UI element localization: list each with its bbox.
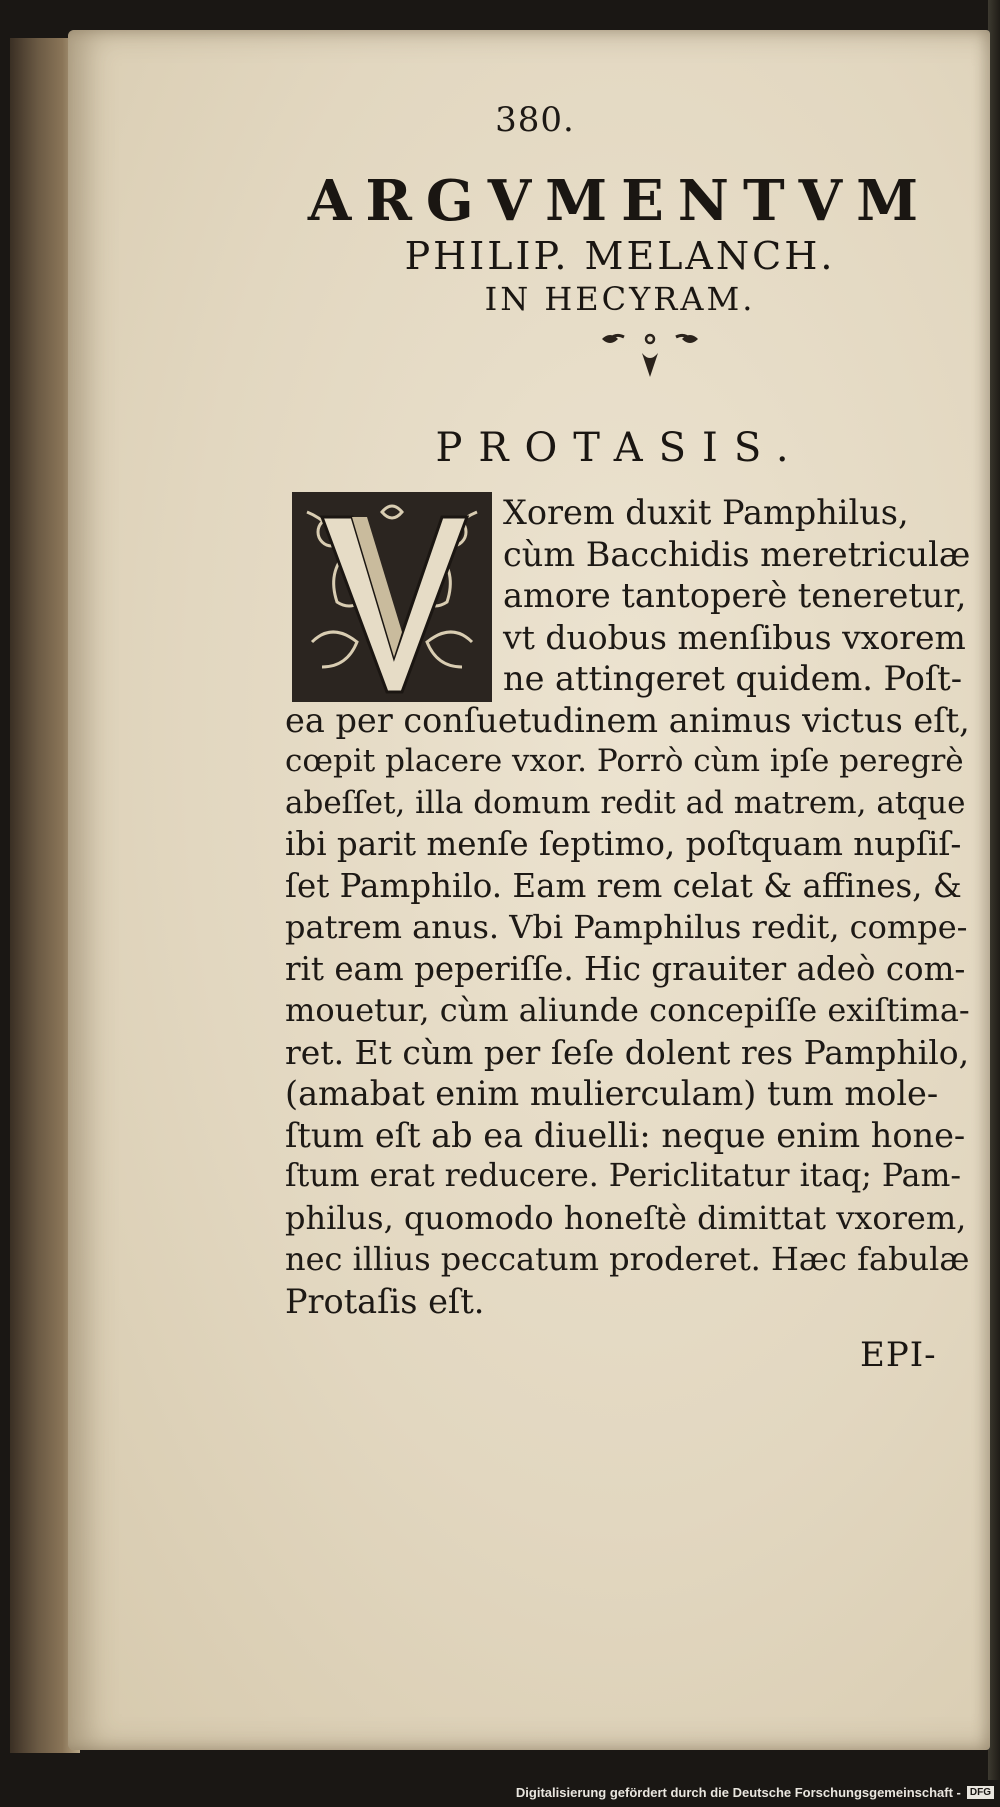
- title-work: IN HECYRAM.: [484, 280, 756, 318]
- text-line: cùm Bacchidis meretriculæ: [503, 534, 971, 574]
- dfg-logo-icon: DFG: [967, 1786, 994, 1799]
- fleuron-ornament-icon: [580, 325, 720, 395]
- title-author: PHILIP. MELANCH.: [404, 234, 836, 278]
- text-line: ſtum erat reducere. Periclitatur itaq; Pam-: [285, 1158, 961, 1194]
- text-line: vt duobus menſibus vxorem: [503, 617, 966, 657]
- credit-text: Digitalisierung gefördert durch die Deutsche Forschungsgemeinschaft -: [515, 1784, 961, 1800]
- text-line: amore tantoperè teneretur,: [503, 576, 967, 615]
- body-text: [285, 492, 970, 1322]
- text-line: ne attingeret quidem. Poſt-: [503, 659, 963, 698]
- text-line: (amabat enim mulierculam) tum mole-: [285, 1074, 939, 1113]
- text-line: Xorem duxit Pamphilus,: [503, 493, 909, 532]
- page-title: ARGVMENTVM: [307, 168, 933, 234]
- catchword: EPI-: [860, 1335, 937, 1375]
- digitization-credit: [516, 1781, 994, 1803]
- text-line: nec illius peccatum proderet. Hæc fabulæ: [285, 1240, 970, 1278]
- text-line: ſtum eſt ab ea diuelli: neque enim hone-: [285, 1115, 966, 1155]
- text-line: patrem anus. Vbi Pamphilus redit, compe-: [285, 908, 968, 946]
- text-line: ea per conſuetudinem animus victus eſt,: [285, 700, 970, 740]
- text-line: philus, quomodo honeſtè dimittat vxorem,: [285, 1198, 967, 1237]
- text-line: ibi parit menſe ſeptimo, poſtquam nupſiſ-: [285, 825, 962, 863]
- text-line: cœpit placere vxor. Porrò cùm ipſe peregrè: [285, 743, 964, 779]
- text-line: ret. Et cùm per ſeſe dolent res Pamphilo,: [285, 1032, 970, 1072]
- text-line: Protaſis eſt.: [285, 1281, 485, 1321]
- page-number: 380.: [495, 100, 575, 140]
- text-line: abeſſet, illa domum redit ad matrem, atque: [285, 784, 966, 821]
- text-line: ſet Pamphilo. Eam rem celat & affines, &: [285, 866, 962, 905]
- section-heading: PROTASIS.: [435, 425, 805, 471]
- text-line: mouetur, cùm aliunde concepiſſe exiſtima-: [285, 991, 970, 1029]
- text-line: rit eam peperiſſe. Hic grauiter adeò com-: [285, 949, 966, 988]
